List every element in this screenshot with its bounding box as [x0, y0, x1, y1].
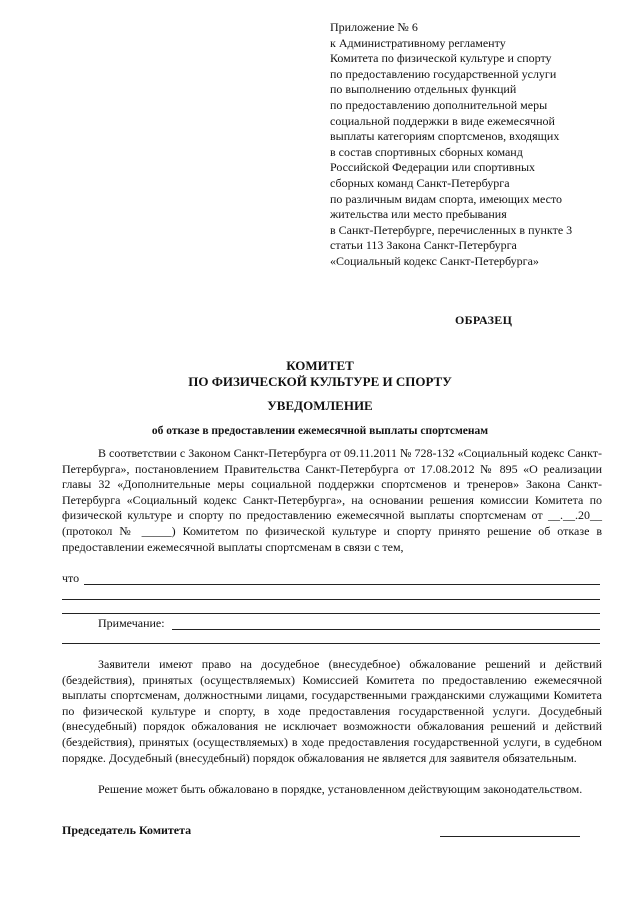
- note-line-2: [62, 643, 600, 644]
- reason-line-2: [62, 599, 600, 600]
- appeal-paragraph: Заявители имеют право на досудебное (внесудебное) обжалование решений и действий (бездействия), принятых (осуществляемых) Комиссией Комитета по предоставлению ежемесячной выплаты спортсменам, должностными лицами, государственными гражданскими служащими Комитета по физической культуре и спорту, в ходе предоставления государственной услуги. Досудебный (внесудебный) порядок обжалования не исключает возможности обжалования решений и действий (бездействия), принятых (осуществляемых) в ходе предоставления государственной услуги, в судебном порядке. Досудебный (внесудебный) порядок обжалования не является для заявителя обязательным.: [62, 657, 602, 765]
- notice-title: УВЕДОМЛЕНИЕ: [267, 398, 373, 413]
- appendix-header: Приложение № 6 к Административному регламенту Комитета по физической культуре и спорту по предоставлению государственной услуги по выполнению отдельных функций по предоставлению дополнительной меры социальной поддержки в виде ежемесячной выплаты категориям спортсменов, входящих в состав спортивных сборных команд Российской Федерации или спортивных сборных команд Санкт-Петербурга по различным видам спорта, имеющих место жительства или место пребывания в Санкт-Петербурге, перечисленных в пункте 3 статьи 113 Закона Санкт-Петербурга «Социальный кодекс Санкт-Петербурга»: [330, 20, 573, 268]
- committee-title: КОМИТЕТ ПО ФИЗИЧЕСКОЙ КУЛЬТУРЕ И СПОРТУ: [188, 358, 452, 389]
- signature-line: [440, 836, 580, 837]
- chto-label: что: [62, 571, 80, 585]
- notice-subtitle: об отказе в предоставлении ежемесячной выплаты спортсменам: [151, 425, 489, 437]
- reason-line-1: [84, 584, 600, 585]
- reason-line-3: [62, 613, 600, 614]
- note-line-1: [172, 629, 600, 630]
- decision-paragraph: Решение может быть обжаловано в порядке, установленном действующим законодательством.: [98, 782, 583, 796]
- signature-label: Председатель Комитета: [62, 823, 192, 837]
- main-paragraph: В соответствии с Законом Санкт-Петербурга от 09.11.2011 № 728-132 «Социальный кодекс Санкт-Петербурга», постановлением Правительства Санкт-Петербурга от 17.08.2012 № 895 «О реализации главы 32 «Дополнительные меры социальной поддержки спортсменов и тренеров» Закона Санкт-Петербурга «Социальный кодекс Санкт-Петербурга», на основании решения комиссии Комитета по физической культуре и спорту по предоставлению ежемесячной выплаты спортсменам от __.__.20__ (протокол № _____) Комитетом по физической культуре и спорту принято решение об отказе в предоставлении ежемесячной выплаты спортсменам в связи с тем,: [62, 446, 602, 554]
- sample-label: ОБРАЗЕЦ: [455, 313, 513, 327]
- note-label: Примечание:: [98, 616, 165, 630]
